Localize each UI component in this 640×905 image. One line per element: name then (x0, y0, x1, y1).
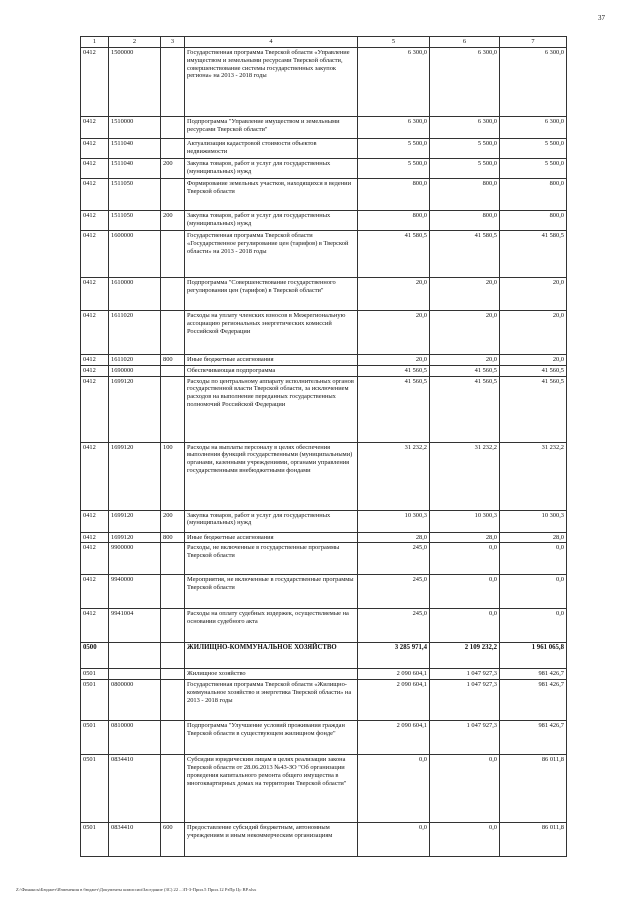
section-code-cell: 0501 (81, 755, 109, 823)
amount-year3-cell: 86 011,8 (500, 823, 567, 857)
expense-type-cell: 800 (161, 532, 185, 543)
amount-year1-cell: 41 580,5 (358, 231, 430, 278)
table-body (81, 48, 567, 857)
table-row (81, 179, 567, 211)
target-article-cell: 1690000 (109, 365, 161, 376)
amount-year3-cell: 41 580,5 (500, 231, 567, 278)
amount-year2-cell: 5 500,0 (430, 139, 500, 159)
column-header: 6 (430, 37, 500, 48)
target-article-cell: 1699120 (109, 532, 161, 543)
amount-year1-cell: 2 090 604,1 (358, 721, 430, 755)
table-row (81, 609, 567, 643)
table-row (81, 48, 567, 117)
target-article-cell: 1699120 (109, 376, 161, 442)
item-name-cell: Подпрограмма "Совершенствование государственного регулирования цен (тарифов) в Тверской области" (185, 278, 358, 311)
expense-type-cell (161, 755, 185, 823)
table-row (81, 139, 567, 159)
table-row (81, 643, 567, 669)
amount-year3-cell: 20,0 (500, 355, 567, 366)
amount-year2-cell: 31 232,2 (430, 442, 500, 510)
amount-year3-cell: 20,0 (500, 311, 567, 355)
table-row (81, 721, 567, 755)
amount-year3-cell: 41 560,5 (500, 365, 567, 376)
section-code-cell: 0412 (81, 575, 109, 609)
section-code-cell: 0412 (81, 355, 109, 366)
amount-year1-cell: 3 285 971,4 (358, 643, 430, 669)
expense-type-cell (161, 231, 185, 278)
expense-type-cell (161, 680, 185, 721)
section-code-cell: 0412 (81, 543, 109, 575)
target-article-cell (109, 669, 161, 680)
item-name-cell: Расходы, не включенные в государственные программы Тверской области (185, 543, 358, 575)
expense-type-cell (161, 376, 185, 442)
amount-year3-cell: 86 011,8 (500, 755, 567, 823)
item-name-cell: Актуализация кадастровой стоимости объектов недвижимости (185, 139, 358, 159)
target-article-cell: 1699120 (109, 442, 161, 510)
section-code-cell: 0501 (81, 669, 109, 680)
section-code-cell: 0501 (81, 823, 109, 857)
amount-year3-cell: 0,0 (500, 543, 567, 575)
table-row (81, 355, 567, 366)
amount-year2-cell: 20,0 (430, 355, 500, 366)
amount-year1-cell: 5 500,0 (358, 159, 430, 179)
section-code-cell: 0500 (81, 643, 109, 669)
table-row (81, 365, 567, 376)
section-code-cell: 0501 (81, 721, 109, 755)
section-code-cell: 0412 (81, 442, 109, 510)
item-name-cell: Субсидии юридическим лицам в целях реализации закона Тверской области от 28.06.2013 №43-ЗО "Об организации проведения капитального ремонта общего имущества в многоквартирных домах на территории Тверской области" (185, 755, 358, 823)
target-article-cell: 9940000 (109, 575, 161, 609)
column-header: 5 (358, 37, 430, 48)
section-code-cell: 0412 (81, 179, 109, 211)
item-name-cell: Расходы на оплату судебных издержек, осуществляемые на основании судебного акта (185, 609, 358, 643)
amount-year1-cell: 20,0 (358, 311, 430, 355)
item-name-cell: Иные бюджетные ассигнования (185, 355, 358, 366)
expense-type-cell: 100 (161, 442, 185, 510)
amount-year3-cell: 800,0 (500, 179, 567, 211)
amount-year2-cell: 0,0 (430, 543, 500, 575)
amount-year1-cell: 28,0 (358, 532, 430, 543)
amount-year2-cell: 2 109 232,2 (430, 643, 500, 669)
target-article-cell: 1610000 (109, 278, 161, 311)
expense-type-cell: 800 (161, 355, 185, 366)
expense-type-cell (161, 311, 185, 355)
table-row (81, 311, 567, 355)
expense-type-cell (161, 365, 185, 376)
amount-year1-cell: 20,0 (358, 355, 430, 366)
table-row (81, 575, 567, 609)
expense-type-cell (161, 721, 185, 755)
table-row (81, 211, 567, 231)
amount-year1-cell: 20,0 (358, 278, 430, 311)
item-name-cell: Формирование земельных участков, находящихся в ведении Тверской области (185, 179, 358, 211)
expense-type-cell: 600 (161, 823, 185, 857)
amount-year3-cell: 981 426,7 (500, 669, 567, 680)
amount-year2-cell: 41 560,5 (430, 365, 500, 376)
section-code-cell: 0412 (81, 311, 109, 355)
expense-type-cell (161, 575, 185, 609)
item-name-cell: Расходы на выплаты персоналу в целях обеспечения выполнения функций государственными (муниципальными) органами, казенными учреждениями, органами управления государственными внебюджетными фондами (185, 442, 358, 510)
table-row (81, 510, 567, 532)
amount-year2-cell: 10 300,3 (430, 510, 500, 532)
expense-type-cell (161, 117, 185, 139)
amount-year2-cell: 20,0 (430, 278, 500, 311)
column-header: 7 (500, 37, 567, 48)
page-number: 37 (598, 14, 605, 22)
section-code-cell: 0412 (81, 139, 109, 159)
amount-year2-cell: 1 047 927,3 (430, 680, 500, 721)
amount-year1-cell: 6 300,0 (358, 48, 430, 117)
item-name-cell: Иные бюджетные ассигнования (185, 532, 358, 543)
item-name-cell: Мероприятия, не включенные в государственные программы Тверской области (185, 575, 358, 609)
amount-year1-cell: 5 500,0 (358, 139, 430, 159)
target-article-cell (109, 643, 161, 669)
expense-type-cell (161, 543, 185, 575)
item-name-cell: Расходы по центральному аппарату исполнительных органов государственной власти Тверской области, за исключением расходов на выполнение переданных государственных полномочий Российской Федерации (185, 376, 358, 442)
item-name-cell: Предоставление субсидий бюджетным, автономным учреждениям и иным некоммерческим организациям (185, 823, 358, 857)
target-article-cell: 0800000 (109, 680, 161, 721)
target-article-cell: 1510000 (109, 117, 161, 139)
amount-year3-cell: 800,0 (500, 211, 567, 231)
amount-year1-cell: 0,0 (358, 823, 430, 857)
amount-year2-cell: 41 580,5 (430, 231, 500, 278)
table-row (81, 680, 567, 721)
amount-year1-cell: 245,0 (358, 543, 430, 575)
expense-type-cell (161, 609, 185, 643)
item-name-cell: Подпрограмма "Улучшение условий проживания граждан Тверской области в существующем жилищном фонде" (185, 721, 358, 755)
section-code-cell: 0412 (81, 48, 109, 117)
section-code-cell: 0412 (81, 365, 109, 376)
amount-year2-cell: 28,0 (430, 532, 500, 543)
target-article-cell: 1500000 (109, 48, 161, 117)
table-row (81, 442, 567, 510)
table-row (81, 159, 567, 179)
amount-year3-cell: 0,0 (500, 575, 567, 609)
amount-year2-cell: 800,0 (430, 211, 500, 231)
table-row (81, 669, 567, 680)
expense-type-cell (161, 179, 185, 211)
amount-year3-cell: 981 426,7 (500, 721, 567, 755)
amount-year3-cell: 5 500,0 (500, 139, 567, 159)
section-code-cell: 0412 (81, 117, 109, 139)
target-article-cell: 1600000 (109, 231, 161, 278)
item-name-cell: Государственная программа Тверской области «Управление имуществом и земельными ресурсами Тверской области, совершенствование системы государственных закупок региона» на 2013 - 2018 годы (185, 48, 358, 117)
item-name-cell: Государственная программа Тверской области «Государственное регулирование цен (тарифов) в Тверской области» на 2013 - 2018 годы (185, 231, 358, 278)
target-article-cell: 1611020 (109, 311, 161, 355)
target-article-cell: 9941004 (109, 609, 161, 643)
item-name-cell: Расходы на уплату членских взносов в Межрегиональную ассоциацию региональных энергетических комиссий Российской Федерации (185, 311, 358, 355)
amount-year2-cell: 5 500,0 (430, 159, 500, 179)
amount-year2-cell: 0,0 (430, 575, 500, 609)
section-code-cell: 0501 (81, 680, 109, 721)
table-row (81, 117, 567, 139)
amount-year3-cell: 6 300,0 (500, 48, 567, 117)
expense-type-cell (161, 48, 185, 117)
target-article-cell: 1699120 (109, 510, 161, 532)
amount-year3-cell: 10 300,3 (500, 510, 567, 532)
amount-year2-cell: 1 047 927,3 (430, 721, 500, 755)
column-header: 2 (109, 37, 161, 48)
amount-year1-cell: 800,0 (358, 211, 430, 231)
amount-year3-cell: 6 300,0 (500, 117, 567, 139)
amount-year3-cell: 0,0 (500, 609, 567, 643)
amount-year3-cell: 20,0 (500, 278, 567, 311)
target-article-cell: 0810000 (109, 721, 161, 755)
amount-year1-cell: 10 300,3 (358, 510, 430, 532)
amount-year2-cell: 1 047 927,3 (430, 669, 500, 680)
item-name-cell: Закупка товаров, работ и услуг для государственных (муниципальных) нужд (185, 211, 358, 231)
amount-year3-cell: 5 500,0 (500, 159, 567, 179)
target-article-cell: 1511050 (109, 211, 161, 231)
amount-year1-cell: 41 560,5 (358, 365, 430, 376)
target-article-cell: 0834410 (109, 755, 161, 823)
target-article-cell: 1511040 (109, 159, 161, 179)
amount-year1-cell: 31 232,2 (358, 442, 430, 510)
expense-type-cell: 200 (161, 510, 185, 532)
target-article-cell: 0834410 (109, 823, 161, 857)
amount-year1-cell: 245,0 (358, 609, 430, 643)
column-header: 3 (161, 37, 185, 48)
section-code-cell: 0412 (81, 211, 109, 231)
item-name-cell: Обеспечивающая подпрограмма (185, 365, 358, 376)
amount-year3-cell: 31 232,2 (500, 442, 567, 510)
item-name-cell: Закупка товаров, работ и услуг для государственных (муниципальных) нужд (185, 159, 358, 179)
expense-type-cell (161, 643, 185, 669)
item-name-cell: Подпрограмма "Управление имуществом и земельными ресурсами Тверской области" (185, 117, 358, 139)
target-article-cell: 1511050 (109, 179, 161, 211)
target-article-cell: 1611020 (109, 355, 161, 366)
table-row (81, 532, 567, 543)
amount-year1-cell: 245,0 (358, 575, 430, 609)
expense-type-cell: 200 (161, 159, 185, 179)
amount-year2-cell: 6 300,0 (430, 48, 500, 117)
expense-type-cell: 200 (161, 211, 185, 231)
section-code-cell: 0412 (81, 510, 109, 532)
amount-year2-cell: 20,0 (430, 311, 500, 355)
table-header-row (81, 37, 567, 48)
section-code-cell: 0412 (81, 609, 109, 643)
section-code-cell: 0412 (81, 159, 109, 179)
amount-year2-cell: 0,0 (430, 755, 500, 823)
item-name-cell: ЖИЛИЩНО-КОММУНАЛЬНОЕ ХОЗЯЙСТВО (185, 643, 358, 669)
amount-year1-cell: 0,0 (358, 755, 430, 823)
amount-year2-cell: 0,0 (430, 823, 500, 857)
amount-year3-cell: 981 426,7 (500, 680, 567, 721)
amount-year2-cell: 0,0 (430, 609, 500, 643)
expense-type-cell (161, 278, 185, 311)
expense-type-cell (161, 139, 185, 159)
section-code-cell: 0412 (81, 376, 109, 442)
amount-year3-cell: 28,0 (500, 532, 567, 543)
section-code-cell: 0412 (81, 278, 109, 311)
amount-year1-cell: 800,0 (358, 179, 430, 211)
amount-year1-cell: 2 090 604,1 (358, 669, 430, 680)
table-row (81, 231, 567, 278)
table-row (81, 823, 567, 857)
expense-type-cell (161, 669, 185, 680)
section-code-cell: 0412 (81, 231, 109, 278)
amount-year3-cell: 1 961 065,8 (500, 643, 567, 669)
amount-year1-cell: 41 560,5 (358, 376, 430, 442)
amount-year1-cell: 6 300,0 (358, 117, 430, 139)
table-row (81, 376, 567, 442)
file-path-footer: Z:\Финансы\Бюджет\Изменения в бюджет\Документы комиссии\Заседание (ЗС) 22 ...\П-3-Прил.5 Прил.12 РзПр Цс ВР.xlsx (16, 887, 257, 892)
table-row (81, 543, 567, 575)
item-name-cell: Закупка товаров, работ и услуг для государственных (муниципальных) нужд (185, 510, 358, 532)
column-header: 4 (185, 37, 358, 48)
item-name-cell: Жилищное хозяйство (185, 669, 358, 680)
table-row (81, 755, 567, 823)
budget-table (80, 36, 567, 857)
table-row (81, 278, 567, 311)
target-article-cell: 9900000 (109, 543, 161, 575)
amount-year1-cell: 2 090 604,1 (358, 680, 430, 721)
amount-year3-cell: 41 560,5 (500, 376, 567, 442)
section-code-cell: 0412 (81, 532, 109, 543)
column-header: 1 (81, 37, 109, 48)
amount-year2-cell: 6 300,0 (430, 117, 500, 139)
amount-year2-cell: 800,0 (430, 179, 500, 211)
target-article-cell: 1511040 (109, 139, 161, 159)
amount-year2-cell: 41 560,5 (430, 376, 500, 442)
item-name-cell: Государственная программа Тверской области «Жилищно-коммунальное хозяйство и энергетика Тверской области» на 2013 - 2018 годы (185, 680, 358, 721)
